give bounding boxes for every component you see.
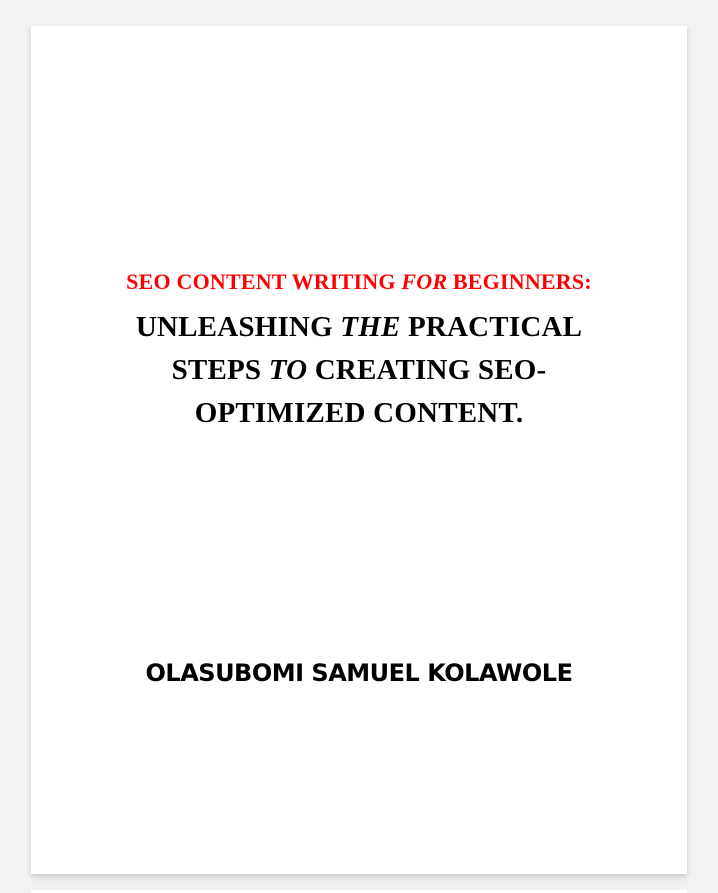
italic-text-segment: TO [268, 354, 308, 386]
italic-text-segment: THE [340, 311, 401, 343]
title-line [31, 392, 687, 435]
text-segment: OPTIMIZED CONTENT. [194, 397, 524, 429]
title-line [31, 349, 687, 392]
series-heading [31, 268, 687, 296]
text-segment: SEO CONTENT WRITING [126, 269, 402, 294]
italic-text-segment: FOR [401, 269, 448, 294]
text-segment: CREATING SEO- [307, 354, 547, 386]
text-segment: UNLEASHING [135, 311, 341, 343]
cover-page [31, 26, 687, 874]
title-line [31, 306, 687, 349]
author-name: OLASUBOMI SAMUEL KOLAWOLE [145, 659, 573, 687]
text-segment: PRACTICAL [400, 311, 583, 343]
book-title [31, 306, 687, 435]
text-segment: STEPS [171, 354, 269, 386]
text-segment: BEGINNERS: [447, 269, 592, 294]
